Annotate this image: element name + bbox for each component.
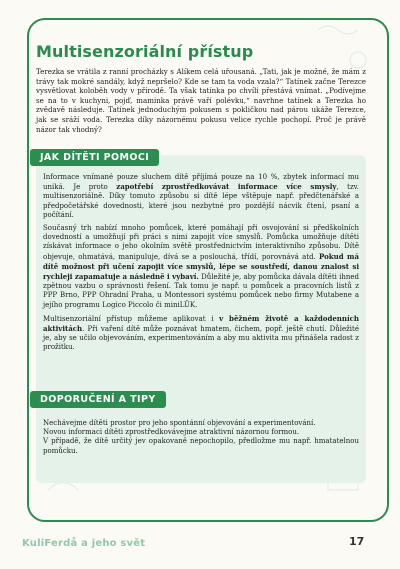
tips-section-body [43, 419, 359, 456]
tip-line: Novou informaci dítěti zprostředkovávejme atraktivní názornou formou. [43, 428, 300, 437]
emphasis-text: v běžném životě a každodenních aktivitách [43, 313, 359, 334]
tip-line: V případě, že dítě určitý jev opakovaně nepochopilo, předložme mu např. hmatatelnou pomůcku. [43, 437, 359, 455]
tips-section [36, 394, 366, 483]
page-number: 17 [349, 535, 365, 548]
help-paragraph-2: Současný trh nabízí mnoho pomůcek, které pomáhají při osvojování si předškolních dovedností a umožňují při práci s nimi zapojit více smyslů. Pomůcka umožňuje dítěti získávat informace o jeho okolním světě prostřednictvím interaktivního způsobu. Dítě objevuje, ohmatává, manipuluje, dívá se a poslouchá, třídí, porovnává atd. Pokud má dítě možnost při učení zapojit více smyslů, lépe se soustředí, danou znalost si rychleji zapamatuje a následně i vybaví. Důležité je, aby pomůcka dávala dítěti ihned zpětnou vazbu o správnosti řešení. Tak tomu je např. u pomůcek a pracovních listů z PPP Brno, PPP Ohradní Praha, u Montessori systému pomůcek nebo firmy Mutabene a jejího programu Logico Piccolo či miniLÜK. [43, 224, 359, 309]
help-section [36, 152, 366, 413]
page-title: Multisenzoriální přístup [36, 42, 254, 61]
help-section-body [43, 173, 359, 357]
help-paragraph-1: Informace vnímané pouze sluchem dítě příjímá pouze na 10 %, zbytek informací mu uniká. Je proto zapotřebí zprostředkovávat informace více smysly, tzv. multisenzoriálně. Díky tomuto způsobu si dítě lépe vštěpuje např. předčtenářské a předpočetářské dovednosti, které jsou nezbytné pro pozdější nácvik čtení, psaní a počítání. [43, 173, 360, 219]
footer-series-title: KuliFerdå a jeho svět [22, 538, 146, 549]
emphasis-text: Pokud má dítě možnost při učení zapojit více smyslů, lépe se soustředí, danou znalost si rychleji zapamatuje a následně i vybaví. [43, 251, 359, 282]
tip-line: Nechávejme dítěti prostor pro jeho spontánní objevování a experimentování. [43, 419, 316, 427]
emphasis-text: zapotřebí zprostředkovávat informace více smysly [116, 182, 337, 192]
tips-section-header: DOPORUČENÍ A TIPY [30, 391, 166, 408]
intro-paragraph: Terezka se vrátila z ranní procházky s Alíkem celá uřousaná. „Tati, jak je možné, že mám z trávy tak mokré sandály, když nepršelo? Kde se tam ta voda vzala?“ Tatínek začne Terezce vysvětlovat koloběh vody v přírodě. Ta však tatínka po chvíli přestává vnímat. „Podívejme se na to v kuchyni, pojď, maminka právě vaří polévku,“ navrhne tatínek a Terezka ho zvědavě následuje. Tatínek jednoduchým pokusem s pokličkou nad párou ukáže Terezce, jak se sráží voda. Terezka díky názornému pokusu velice rychle pochopí. Proč je právě názor tak vhodný? [36, 67, 366, 134]
help-section-header: JAK DÍTĚTI POMOCI [30, 149, 159, 166]
help-paragraph-3: Multisenzoriální přístup můžeme aplikovat i v běžném životě a každodenních aktivitách. Při vaření dítě může poznávat hmatem, čichem, popř. ještě chutí. Důležité je, aby se učilo objevováním, experimentováním a aby mu aktivita mu přinášela radost z prožitku. [43, 313, 359, 352]
